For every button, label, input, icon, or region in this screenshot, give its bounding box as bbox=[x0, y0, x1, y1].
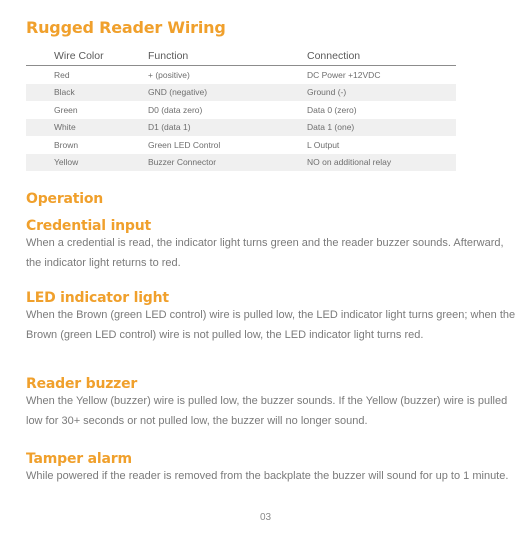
wire-color-cell: White bbox=[26, 119, 148, 137]
column-header-function: Function bbox=[148, 47, 307, 66]
operation-heading: Operation bbox=[26, 191, 104, 207]
table-header-row bbox=[26, 47, 456, 66]
column-header-wire-color: Wire Color bbox=[26, 47, 148, 66]
wire-color-cell: Black bbox=[26, 84, 148, 102]
connection-cell: Data 0 (zero) bbox=[307, 104, 357, 115]
table-row bbox=[26, 119, 456, 137]
reader-buzzer-text: When the Yellow (buzzer) wire is pulled low, the buzzer sounds. If the Yellow (buzzer) wire is pulled low for 30+ seconds or not pulled low, the buzzer will no longer sound. bbox=[26, 395, 508, 427]
led-indicator-text: When the Brown (green LED control) wire is pulled low, the LED indicator light turns green; when the Brown (green LED control) wire is not pulled low, the LED indicator light turns red. bbox=[26, 309, 516, 341]
credential-input-section bbox=[26, 218, 516, 273]
function-cell: Buzzer Connector bbox=[148, 154, 307, 172]
function-cell: GND (negative) bbox=[148, 84, 307, 102]
led-indicator-heading: LED indicator light bbox=[26, 290, 169, 306]
page-title: Rugged Reader Wiring bbox=[26, 18, 226, 37]
function-cell: D0 (data zero) bbox=[148, 104, 203, 115]
connection-cell: DC Power +12VDC bbox=[307, 69, 381, 80]
table-row bbox=[26, 66, 456, 84]
connection-cell: Ground (-) bbox=[307, 84, 456, 102]
function-cell: D1 (data 1) bbox=[148, 119, 307, 137]
wiring-table bbox=[26, 47, 456, 171]
tamper-alarm-heading: Tamper alarm bbox=[26, 451, 132, 467]
function-cell: + (positive) bbox=[148, 69, 190, 80]
connection-cell: Data 1 (one) bbox=[307, 119, 456, 137]
connection-cell: L Output bbox=[307, 139, 340, 150]
wire-color-cell: Red bbox=[54, 69, 70, 80]
credential-input-heading: Credential input bbox=[26, 218, 152, 234]
wire-color-cell: Yellow bbox=[26, 154, 148, 172]
reader-buzzer-heading: Reader buzzer bbox=[26, 376, 138, 392]
operation-section bbox=[26, 191, 516, 207]
led-indicator-section bbox=[26, 290, 516, 345]
tamper-alarm-text: While powered if the reader is removed from the backplate the buzzer will sound for up to 1 minute. bbox=[26, 470, 509, 482]
connection-cell: NO on additional relay bbox=[307, 154, 456, 172]
wire-color-cell: Green bbox=[54, 104, 78, 115]
table-row bbox=[26, 101, 456, 119]
column-header-connection: Connection bbox=[307, 47, 456, 66]
tamper-alarm-section bbox=[26, 451, 516, 487]
reader-buzzer-section bbox=[26, 376, 516, 431]
table-row bbox=[26, 136, 456, 154]
table-row bbox=[26, 84, 456, 102]
credential-input-text: When a credential is read, the indicator light turns green and the reader buzzer sounds. Afterward, the indicator light returns to red. bbox=[26, 237, 504, 269]
table-row bbox=[26, 154, 456, 172]
page-number: 03 bbox=[259, 512, 272, 523]
function-cell: Green LED Control bbox=[148, 139, 221, 150]
wire-color-cell: Brown bbox=[54, 139, 79, 150]
